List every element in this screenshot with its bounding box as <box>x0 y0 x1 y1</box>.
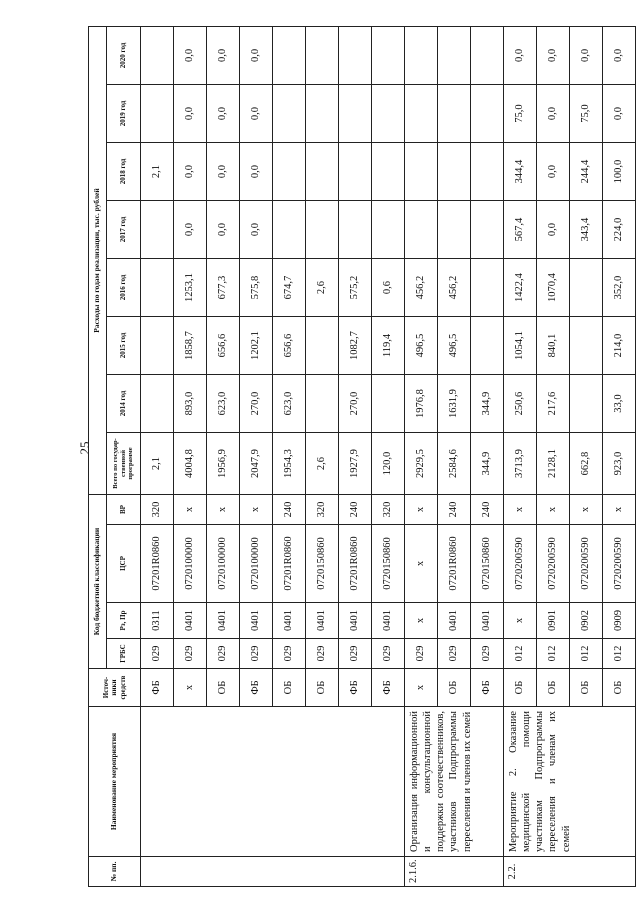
cell-year-value <box>141 201 174 259</box>
cell-year-value <box>405 85 438 143</box>
cell-year-value: 119,4 <box>372 317 405 375</box>
header-rzpr: Рз, Пр <box>107 603 141 639</box>
cell-year-value <box>306 85 339 143</box>
cell-year-value: 456,2 <box>438 259 471 317</box>
table-body <box>141 26 636 886</box>
cell-rzpr: 0401 <box>339 603 372 639</box>
cell-grbs: 029 <box>339 639 372 669</box>
cell-vr: 320 <box>306 495 339 525</box>
cell-vr: х <box>240 495 273 525</box>
cell-grbs: 012 <box>537 639 570 669</box>
cell-vr: 320 <box>141 495 174 525</box>
cell-activity-name: Организация информационной и консультационной поддержки соотечественников, участников Подпрограммы переселения и членов их семей <box>405 707 504 857</box>
budget-table <box>88 26 636 887</box>
cell-year-value <box>570 259 603 317</box>
cell-rzpr: 0902 <box>570 603 603 639</box>
table-row <box>141 26 174 886</box>
header-year-2014: 2014 год <box>107 375 141 433</box>
cell-year-value <box>372 85 405 143</box>
cell-year-value <box>438 26 471 84</box>
header-source: Источ-ники средств <box>89 669 141 707</box>
cell-grbs: 029 <box>438 639 471 669</box>
cell-year-value: 567,4 <box>504 201 537 259</box>
cell-year-value: 217,6 <box>537 375 570 433</box>
cell-total: 2047,9 <box>240 433 273 495</box>
cell-grbs: 029 <box>306 639 339 669</box>
cell-year-value: 0,0 <box>174 201 207 259</box>
cell-year-value <box>141 26 174 84</box>
cell-source: х <box>174 669 207 707</box>
cell-year-value <box>471 317 504 375</box>
cell-vr: х <box>174 495 207 525</box>
cell-source: ОБ <box>273 669 306 707</box>
cell-year-value: 677,3 <box>207 259 240 317</box>
cell-csr: 0720150860 <box>306 525 339 603</box>
cell-total: 1954,3 <box>273 433 306 495</box>
cell-total: 2584,6 <box>438 433 471 495</box>
cell-grbs: 012 <box>570 639 603 669</box>
cell-year-value <box>405 201 438 259</box>
table-row <box>504 26 537 886</box>
cell-year-value <box>471 85 504 143</box>
cell-rzpr: х <box>405 603 438 639</box>
cell-year-value: 0,0 <box>240 143 273 201</box>
cell-year-value: 575,8 <box>240 259 273 317</box>
cell-rzpr: 0401 <box>438 603 471 639</box>
cell-year-value: 575,2 <box>339 259 372 317</box>
header-year-2019: 2019 год <box>107 85 141 143</box>
cell-year-value: 0,0 <box>603 26 636 84</box>
rotated-page <box>88 27 624 887</box>
cell-rzpr: 0901 <box>537 603 570 639</box>
cell-year-value: 840,1 <box>537 317 570 375</box>
cell-source: х <box>405 669 438 707</box>
cell-csr: 0720150860 <box>471 525 504 603</box>
cell-year-value: 1253,1 <box>174 259 207 317</box>
cell-year-value: 0,6 <box>372 259 405 317</box>
cell-source: ОБ <box>438 669 471 707</box>
cell-year-value: 1202,1 <box>240 317 273 375</box>
cell-year-value: 0,0 <box>174 26 207 84</box>
cell-year-value <box>471 143 504 201</box>
cell-total: 344,9 <box>471 433 504 495</box>
cell-year-value <box>372 143 405 201</box>
cell-year-value: 674,7 <box>273 259 306 317</box>
header-year-2017: 2017 год <box>107 201 141 259</box>
cell-csr: 0720200590 <box>603 525 636 603</box>
cell-vr: 240 <box>438 495 471 525</box>
cell-csr: 07201R0860 <box>339 525 372 603</box>
header-csr: ЦСР <box>107 525 141 603</box>
cell-year-value <box>372 201 405 259</box>
cell-csr: 07201R0860 <box>438 525 471 603</box>
cell-grbs: 029 <box>174 639 207 669</box>
cell-year-value: 623,0 <box>273 375 306 433</box>
cell-year-value <box>273 201 306 259</box>
cell-year-value <box>141 85 174 143</box>
cell-rzpr: 0909 <box>603 603 636 639</box>
cell-year-value: 244,4 <box>570 143 603 201</box>
cell-source: ОБ <box>570 669 603 707</box>
cell-rzpr: 0401 <box>240 603 273 639</box>
cell-year-value <box>306 26 339 84</box>
cell-year-value <box>339 85 372 143</box>
cell-csr: 0720200590 <box>537 525 570 603</box>
cell-year-value: 0,0 <box>207 143 240 201</box>
cell-source: ОБ <box>537 669 570 707</box>
header-num: № пп. <box>89 857 141 887</box>
cell-year-value: 343,4 <box>570 201 603 259</box>
cell-csr: 07201R0860 <box>273 525 306 603</box>
cell-csr: 0720150860 <box>372 525 405 603</box>
cell-year-value: 1070,4 <box>537 259 570 317</box>
cell-grbs: 029 <box>372 639 405 669</box>
cell-source: ФБ <box>471 669 504 707</box>
cell-year-value: 0,0 <box>207 85 240 143</box>
cell-source: ФБ <box>240 669 273 707</box>
cell-year-value: 456,2 <box>405 259 438 317</box>
header-row-1 <box>89 26 107 886</box>
cell-year-value: 0,0 <box>504 26 537 84</box>
cell-total: 2,6 <box>306 433 339 495</box>
cell-year-value: 1976,8 <box>405 375 438 433</box>
cell-year-value: 224,0 <box>603 201 636 259</box>
cell-year-value: 0,0 <box>207 201 240 259</box>
cell-year-value: 1858,7 <box>174 317 207 375</box>
cell-source: ОБ <box>603 669 636 707</box>
cell-year-value: 1422,4 <box>504 259 537 317</box>
cell-year-value: 33,0 <box>603 375 636 433</box>
cell-year-value <box>141 317 174 375</box>
cell-year-value <box>570 317 603 375</box>
header-total: Всего по государ-ственной программе <box>107 433 141 495</box>
cell-year-value: 0,0 <box>207 26 240 84</box>
cell-activity-name: Мероприятие 2. Оказание медицинской помощи участникам Подпрограммы переселения и членам их семей <box>504 707 636 857</box>
cell-year-value: 0,0 <box>240 201 273 259</box>
cell-year-value <box>339 201 372 259</box>
cell-year-value: 344,9 <box>471 375 504 433</box>
cell-total: 2,1 <box>141 433 174 495</box>
cell-year-value <box>570 375 603 433</box>
cell-vr: х <box>207 495 240 525</box>
cell-grbs: 029 <box>141 639 174 669</box>
cell-year-value <box>471 26 504 84</box>
cell-grbs: 012 <box>603 639 636 669</box>
cell-grbs: 029 <box>471 639 504 669</box>
cell-item-number: 2.1.6. <box>405 857 504 887</box>
cell-year-value <box>273 26 306 84</box>
cell-year-value <box>306 317 339 375</box>
cell-source: ФБ <box>339 669 372 707</box>
table-holder <box>88 27 624 887</box>
cell-year-value: 270,0 <box>339 375 372 433</box>
cell-year-value <box>306 143 339 201</box>
cell-year-value <box>339 143 372 201</box>
cell-year-value: 0,0 <box>603 85 636 143</box>
cell-rzpr: 0401 <box>471 603 504 639</box>
cell-year-value: 0,0 <box>537 26 570 84</box>
cell-year-value <box>339 26 372 84</box>
header-year-2018: 2018 год <box>107 143 141 201</box>
cell-grbs: 029 <box>273 639 306 669</box>
cell-year-value: 623,0 <box>207 375 240 433</box>
cell-vr: х <box>570 495 603 525</box>
cell-year-value <box>372 375 405 433</box>
cell-year-value <box>372 26 405 84</box>
cell-total: 923,0 <box>603 433 636 495</box>
cell-rzpr: 0401 <box>306 603 339 639</box>
header-vr: ВР <box>107 495 141 525</box>
page-number: 25 <box>77 441 92 455</box>
cell-rzpr: 0401 <box>174 603 207 639</box>
cell-year-value <box>306 201 339 259</box>
cell-rzpr: 0401 <box>372 603 405 639</box>
cell-year-value: 656,6 <box>273 317 306 375</box>
header-expenses: Расходы по годам реализации, тыс. рублей <box>89 26 107 494</box>
cell-grbs: 029 <box>240 639 273 669</box>
header-name: Наименование мероприятия <box>89 707 141 857</box>
cell-year-value: 2,6 <box>306 259 339 317</box>
cell-csr: 0720200590 <box>504 525 537 603</box>
cell-year-value <box>306 375 339 433</box>
cell-year-value: 0,0 <box>537 201 570 259</box>
cell-year-value: 1054,1 <box>504 317 537 375</box>
cell-year-value <box>273 143 306 201</box>
header-budget-class: Код бюджетной классификации <box>89 495 107 669</box>
cell-year-value: 1082,7 <box>339 317 372 375</box>
cell-csr: х <box>405 525 438 603</box>
cell-year-value: 0,0 <box>537 85 570 143</box>
cell-item-number <box>141 857 405 887</box>
cell-year-value <box>273 85 306 143</box>
cell-year-value: 75,0 <box>504 85 537 143</box>
cell-year-value: 0,0 <box>174 85 207 143</box>
cell-vr: 240 <box>471 495 504 525</box>
cell-year-value <box>471 201 504 259</box>
cell-vr: х <box>603 495 636 525</box>
cell-year-value: 0,0 <box>174 143 207 201</box>
cell-total: 662,8 <box>570 433 603 495</box>
cell-grbs: 029 <box>405 639 438 669</box>
cell-vr: х <box>405 495 438 525</box>
cell-year-value: 656,6 <box>207 317 240 375</box>
cell-source: ФБ <box>372 669 405 707</box>
cell-year-value: 75,0 <box>570 85 603 143</box>
cell-grbs: 012 <box>504 639 537 669</box>
cell-rzpr: 0311 <box>141 603 174 639</box>
cell-total: 3713,9 <box>504 433 537 495</box>
cell-year-value: 250,6 <box>504 375 537 433</box>
cell-year-value <box>438 143 471 201</box>
cell-vr: х <box>537 495 570 525</box>
cell-year-value: 0,0 <box>240 26 273 84</box>
table-row <box>405 26 438 886</box>
cell-total: 4004,8 <box>174 433 207 495</box>
cell-year-value: 214,0 <box>603 317 636 375</box>
cell-grbs: 029 <box>207 639 240 669</box>
cell-year-value: 0,0 <box>537 143 570 201</box>
cell-vr: 240 <box>273 495 306 525</box>
cell-source: ОБ <box>306 669 339 707</box>
cell-year-value <box>438 201 471 259</box>
cell-vr: х <box>504 495 537 525</box>
cell-year-value: 100,0 <box>603 143 636 201</box>
cell-year-value: 496,5 <box>438 317 471 375</box>
cell-rzpr: х <box>504 603 537 639</box>
cell-vr: 240 <box>339 495 372 525</box>
header-year-2016: 2016 год <box>107 259 141 317</box>
header-year-2020: 2020 год <box>107 26 141 84</box>
cell-total: 1927,9 <box>339 433 372 495</box>
cell-csr: 0720200590 <box>570 525 603 603</box>
cell-item-number: 2.2. <box>504 857 636 887</box>
cell-activity-name <box>141 707 405 857</box>
cell-year-value <box>405 143 438 201</box>
cell-source: ФБ <box>141 669 174 707</box>
cell-source: ОБ <box>207 669 240 707</box>
cell-year-value: 344,4 <box>504 143 537 201</box>
cell-total: 120,0 <box>372 433 405 495</box>
cell-year-value: 352,0 <box>603 259 636 317</box>
cell-year-value: 893,0 <box>174 375 207 433</box>
cell-year-value: 0,0 <box>570 26 603 84</box>
cell-year-value: 0,0 <box>240 85 273 143</box>
cell-year-value: 270,0 <box>240 375 273 433</box>
cell-vr: 320 <box>372 495 405 525</box>
cell-year-value: 2,1 <box>141 143 174 201</box>
cell-csr: 0720100000 <box>207 525 240 603</box>
cell-rzpr: 0401 <box>207 603 240 639</box>
header-year-2015: 2015 год <box>107 317 141 375</box>
cell-csr: 0720100000 <box>240 525 273 603</box>
cell-total: 1956,9 <box>207 433 240 495</box>
cell-year-value: 496,5 <box>405 317 438 375</box>
cell-year-value <box>438 85 471 143</box>
header-grbs: ГРБС <box>107 639 141 669</box>
cell-year-value <box>141 375 174 433</box>
cell-source: ОБ <box>504 669 537 707</box>
cell-csr: 07201R0860 <box>141 525 174 603</box>
cell-year-value <box>141 259 174 317</box>
cell-csr: 0720100000 <box>174 525 207 603</box>
cell-year-value <box>405 26 438 84</box>
cell-year-value: 1631,9 <box>438 375 471 433</box>
cell-total: 2929,5 <box>405 433 438 495</box>
cell-year-value <box>471 259 504 317</box>
cell-rzpr: 0401 <box>273 603 306 639</box>
cell-total: 2128,1 <box>537 433 570 495</box>
